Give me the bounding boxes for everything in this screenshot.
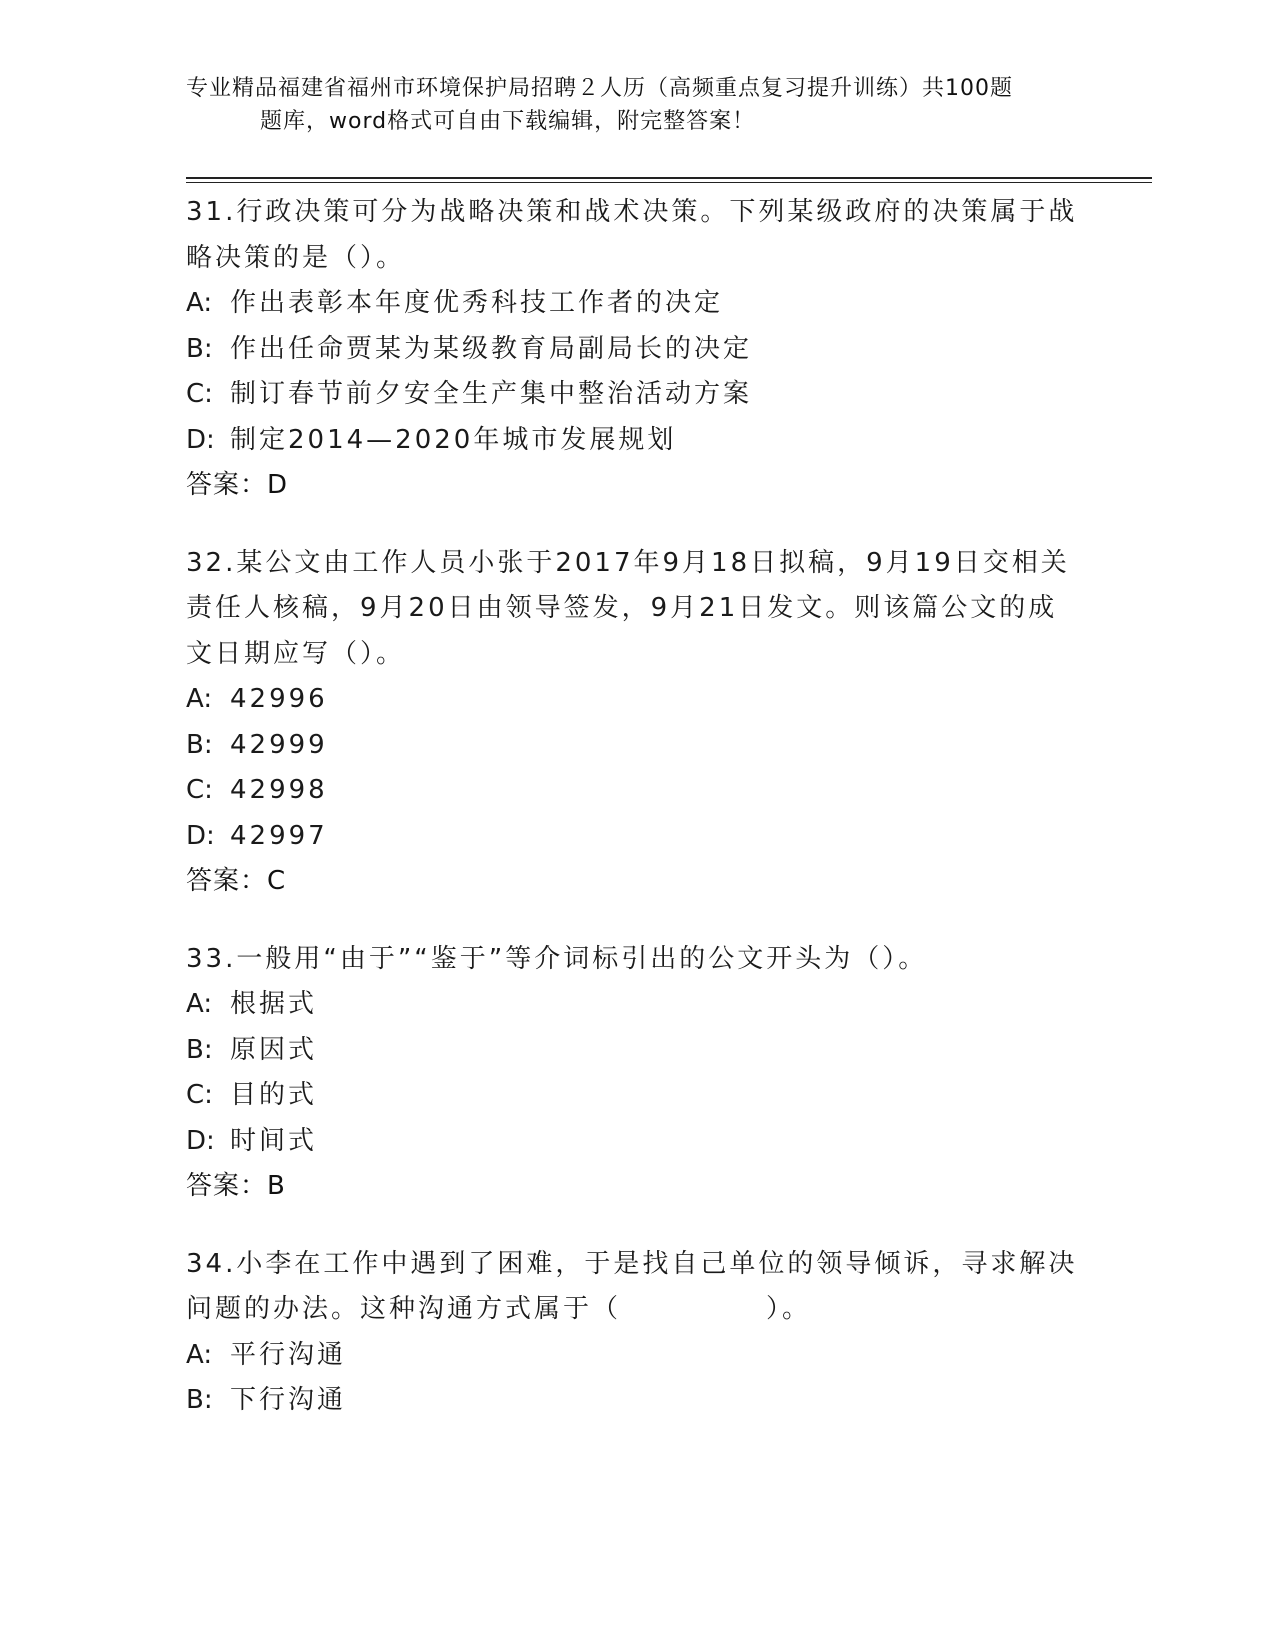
option-text: 42997 — [230, 820, 328, 851]
answer-line: 答案：D — [186, 470, 289, 500]
question-text: 34.小李在工作中遇到了困难，于是找自己单位的领导倾诉，寻求解决 — [186, 1248, 1078, 1279]
option-label: D: — [186, 1125, 215, 1156]
option-label: B: — [186, 729, 213, 760]
option-label: D: — [186, 424, 215, 455]
option-text: 作出任命贾某为某级教育局副局长的决定 — [230, 333, 753, 364]
option-text: 制定2014—2020年城市发展规划 — [230, 424, 677, 455]
option-label: A: — [186, 288, 213, 318]
option-text: 时间式 — [230, 1125, 318, 1156]
header-line-1: 专业精品福建省福州市环境保护局招聘２人历（高频重点复习提升训练）共100题 — [186, 76, 1013, 101]
header-line-2: 题库，word格式可自由下载编辑，附完整答案！ — [260, 109, 756, 134]
option-label: D: — [186, 820, 215, 851]
question-text: 33.一般用“由于”“鉴于”等介词标引出的公文开头为（）。 — [186, 943, 928, 974]
answer-line: 答案：B — [186, 1171, 286, 1201]
option-c — [186, 372, 1086, 418]
option-label: C: — [186, 775, 213, 805]
option-text: 42998 — [230, 775, 328, 805]
option-label: C: — [186, 379, 213, 409]
option-label: A: — [186, 1339, 213, 1370]
option-text: 目的式 — [230, 1080, 318, 1110]
question-text: 31.行政决策可分为战略决策和战术决策。下列某级政府的决策属于战 — [186, 197, 1078, 227]
option-text: 下行沟通 — [230, 1385, 347, 1415]
question-33 — [186, 937, 1086, 1210]
question-34 — [186, 1242, 1086, 1424]
option-c — [186, 1073, 1086, 1119]
option-label: C: — [186, 1080, 213, 1110]
option-a — [186, 677, 1086, 723]
header-divider-thin — [186, 182, 1152, 183]
option-d — [186, 814, 1086, 860]
option-text: 原因式 — [230, 1034, 318, 1065]
option-label: A: — [186, 989, 213, 1019]
answer-line: 答案：C — [186, 866, 287, 896]
option-label: B: — [186, 1385, 213, 1415]
option-label: B: — [186, 1034, 213, 1065]
question-31 — [186, 190, 1086, 509]
option-b — [186, 1028, 1086, 1074]
document-header — [186, 72, 1086, 138]
option-d — [186, 1119, 1086, 1165]
option-c — [186, 768, 1086, 814]
option-a — [186, 1333, 1086, 1379]
option-a — [186, 281, 1086, 327]
option-text: 42999 — [230, 729, 328, 760]
question-text: 问题的办法。这种沟通方式属于（ ）。 — [186, 1294, 812, 1324]
option-text: 作出表彰本年度优秀科技工作者的决定 — [230, 288, 724, 318]
option-b — [186, 1378, 1086, 1424]
question-32 — [186, 541, 1086, 905]
question-text: 32.某公文由工作人员小张于2017年9月18日拟稿，9月19日交相关 — [186, 547, 1070, 578]
option-text: 平行沟通 — [230, 1339, 347, 1370]
option-d — [186, 418, 1086, 464]
option-b — [186, 327, 1086, 373]
question-list — [186, 190, 1086, 1456]
option-text: 根据式 — [230, 989, 318, 1019]
option-label: A: — [186, 684, 213, 714]
option-text: 42996 — [230, 684, 328, 714]
question-text: 文日期应写（）。 — [186, 638, 406, 669]
option-b — [186, 723, 1086, 769]
option-text: 制订春节前夕安全生产集中整治活动方案 — [230, 379, 753, 409]
header-divider-thick — [186, 177, 1152, 179]
option-label: B: — [186, 333, 213, 364]
option-a — [186, 982, 1086, 1028]
question-text: 责任人核稿，9月20日由领导签发，9月21日发文。则该篇公文的成 — [186, 593, 1058, 623]
question-text: 略决策的是（）。 — [186, 242, 406, 273]
